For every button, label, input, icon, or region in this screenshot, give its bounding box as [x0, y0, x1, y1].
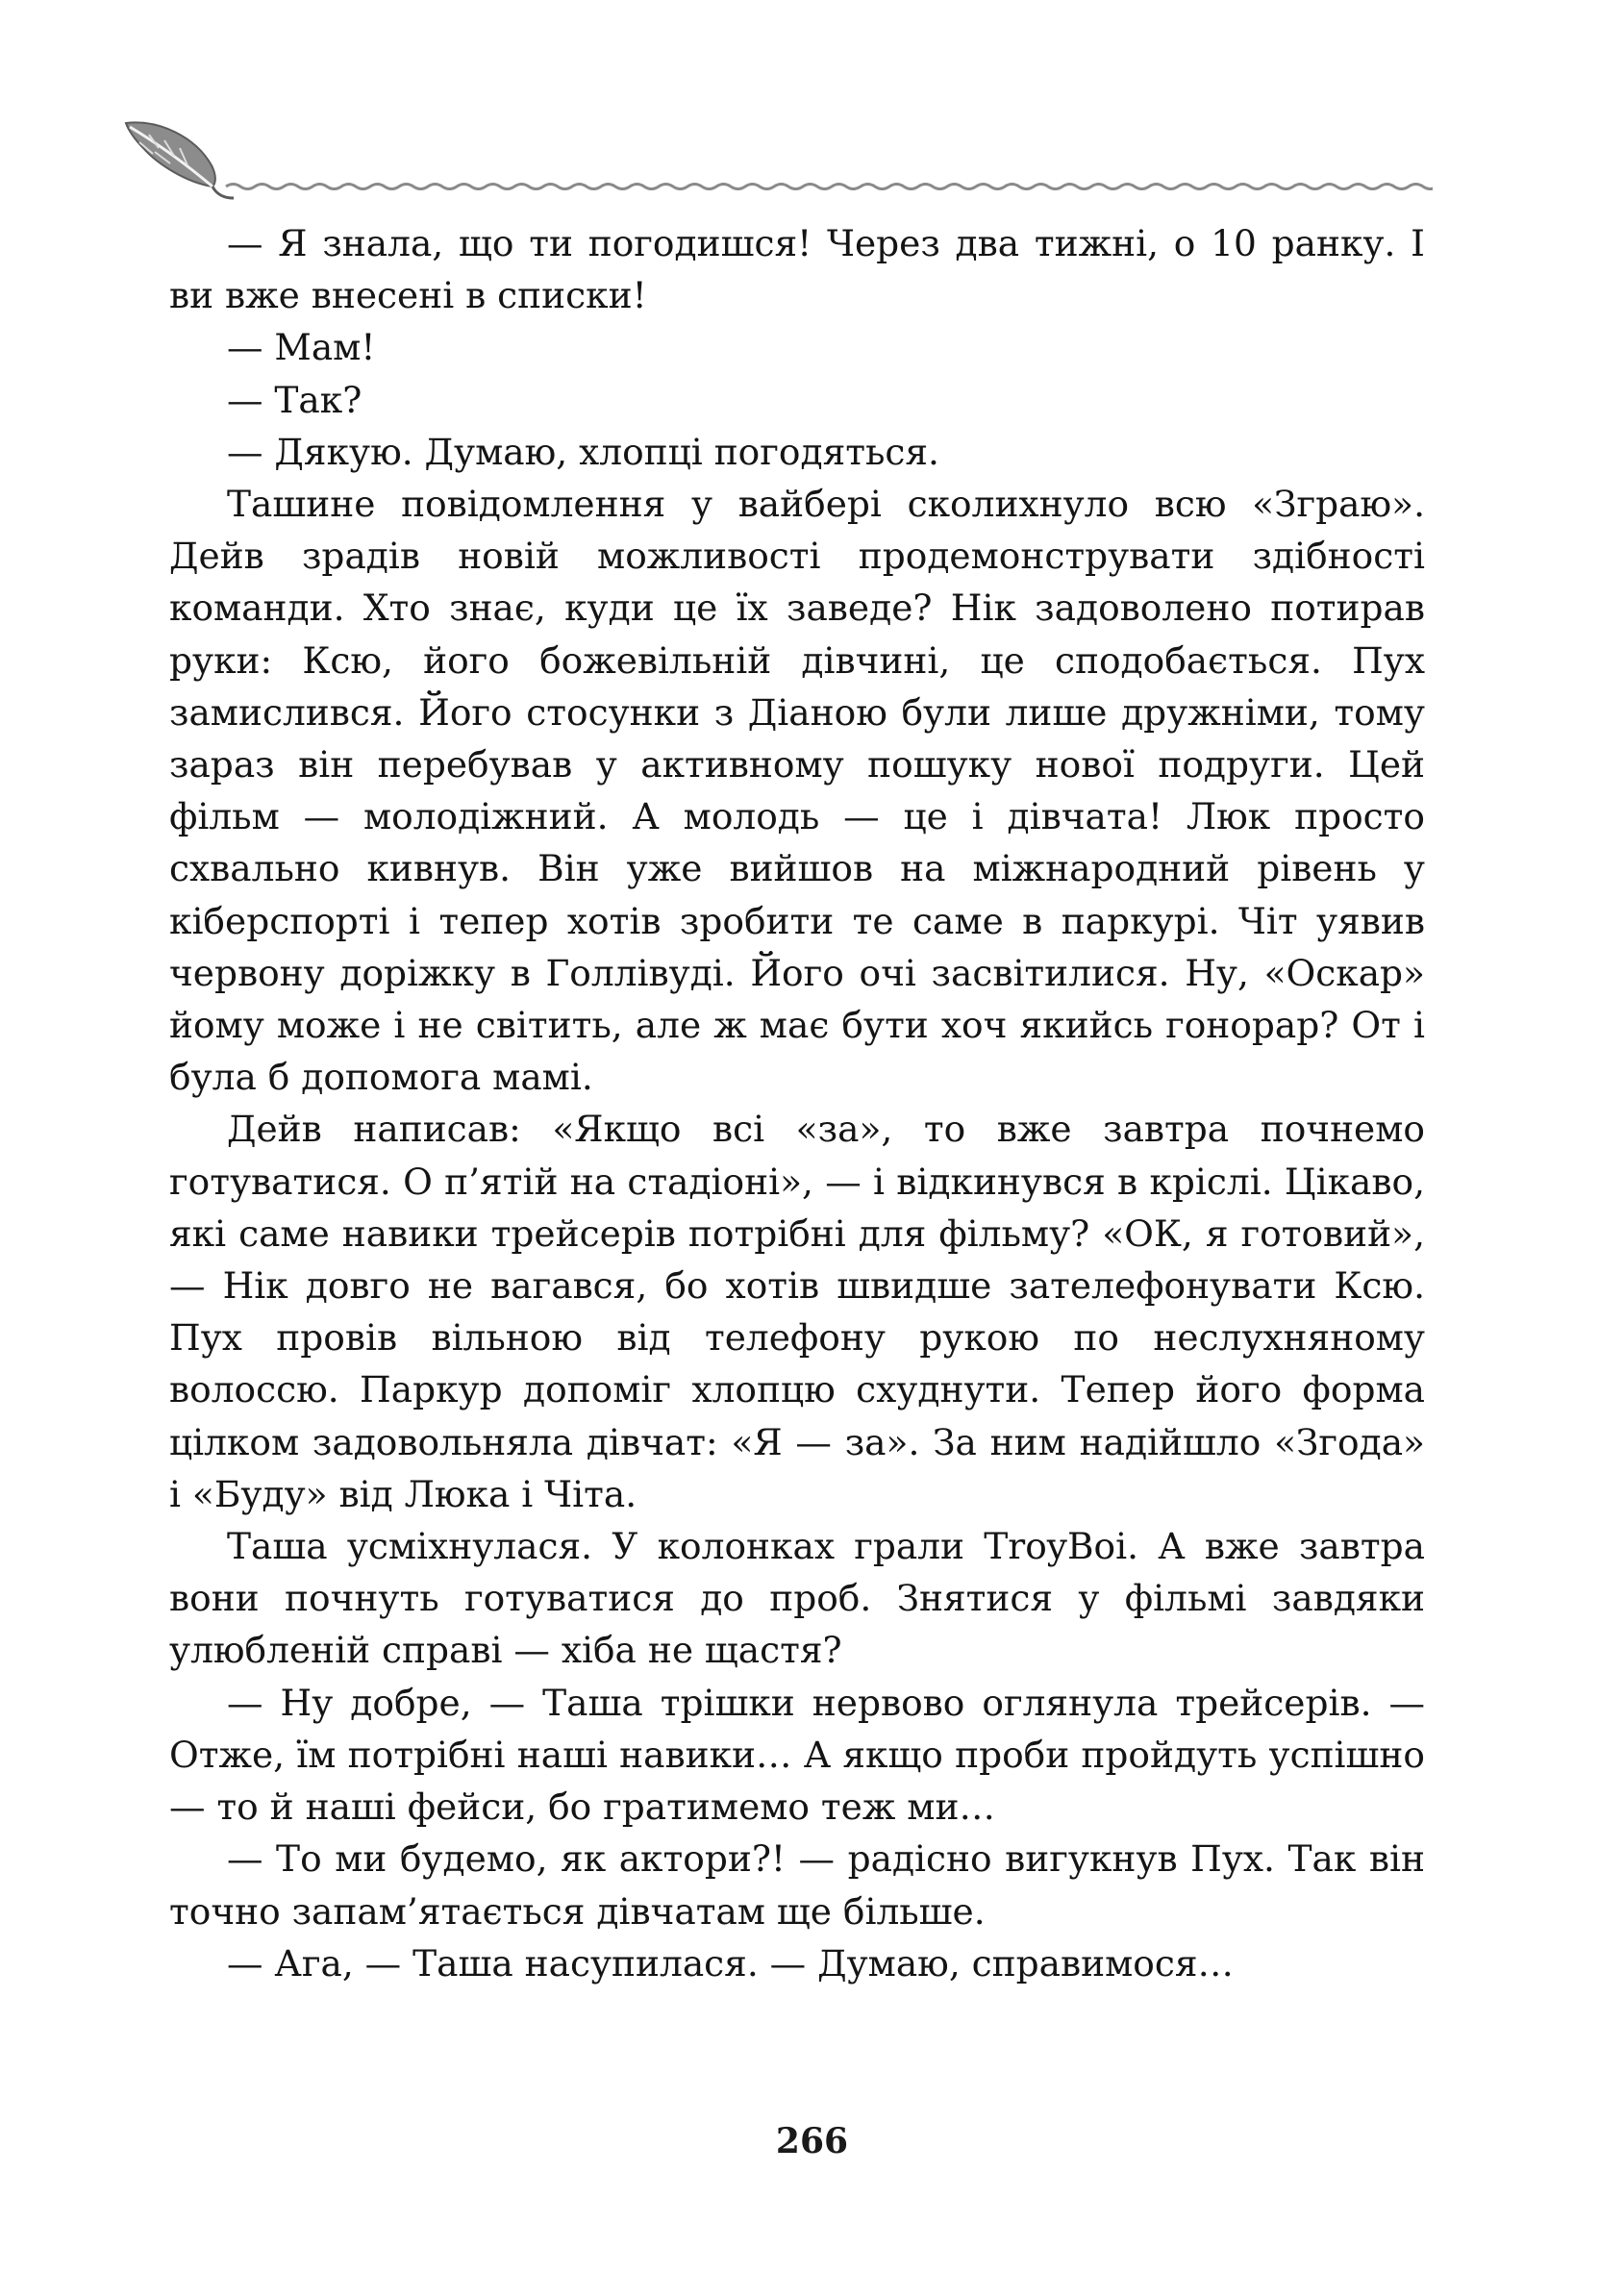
paragraph-4: — Дякую. Думаю, хлопці погодяться. — [227, 430, 939, 473]
paragraph-1: — Я знала, що ти погодишся! Через два тижні, о 10 ранку. І ви вже внесені в списки! — [169, 222, 1425, 317]
paragraph-7: Таша усміхнулася. У колонках грали TroyBoi. А вже завтра вони почнуть готуватися до проб. Знятися у фільмі завдяки улюбленій справі — хіба не щастя? — [169, 1525, 1425, 1672]
paragraph-5: Ташине повідомлення у вайбері сколихнуло всю «Зграю». Дейв зрадів новій можливості продемонструвати здібності команди. Хто знає, куди це їх заведе? Нік задоволено потирав руки: Ксю, його божевільній дівчині, це сподобається. Пух замислився. Його стосунки з Діаною були лише дружніми, тому зараз він перебував у активному пошуку нової подруги. Цей фільм — молодіжний. А молодь — це і дівчата! Люк просто схвально кивнув. Він уже вийшов на міжнародний рівень у кіберспорті і тепер хотів зробити те саме в паркурі. Чіт уявив червону доріжку в Голлівуді. Його очі засвітилися. Ну, «Оскар» йому може і не світить, але ж має бути хоч якийсь гонорар? От і була б допомога мамі. — [169, 483, 1425, 1099]
paragraph-3: — Так? — [227, 378, 362, 421]
wave-line — [226, 185, 1433, 189]
feather-quill-icon — [126, 122, 234, 198]
page-number: 266 — [775, 2121, 849, 2161]
paragraph-2: — Мам! — [227, 326, 376, 369]
paragraph-10: — Ага, — Таша насупилася. — Думаю, справимося… — [227, 1941, 1235, 1985]
paragraph-6: Дейв написав: «Якщо всі «за», то вже завтра почнемо готуватися. О п’ятій на стадіоні», — і відкинувся в кріслі. Цікаво, які саме навики трейсерів потрібні для фільму? «ОК, я готовий», — Нік довго не вагався, бо хотів швидше зателефонувати Ксю. Пух провів вільною від телефону рукою по неслухняному волоссю. Паркур допоміг хлопцю схуднути. Тепер його форма цілком задовольняла дівчат: «Я — за». За ним надійшло «Згода» і «Буду» від Люка і Чіта. — [169, 1108, 1425, 1515]
header-ornament — [120, 115, 1433, 202]
paragraph-8: — Ну добре, — Таша трішки нервово оглянула трейсерів. — Отже, їм потрібні наші навики… А якщо проби пройдуть успішно — то й наші фейси, бо гратимемо теж ми… — [169, 1681, 1425, 1829]
body-text — [169, 217, 1425, 1989]
paragraph-9: — То ми будемо, як актори?! — радісно вигукнув Пух. Так він точно запам’ятається дівчатам ще більше. — [169, 1837, 1425, 1933]
